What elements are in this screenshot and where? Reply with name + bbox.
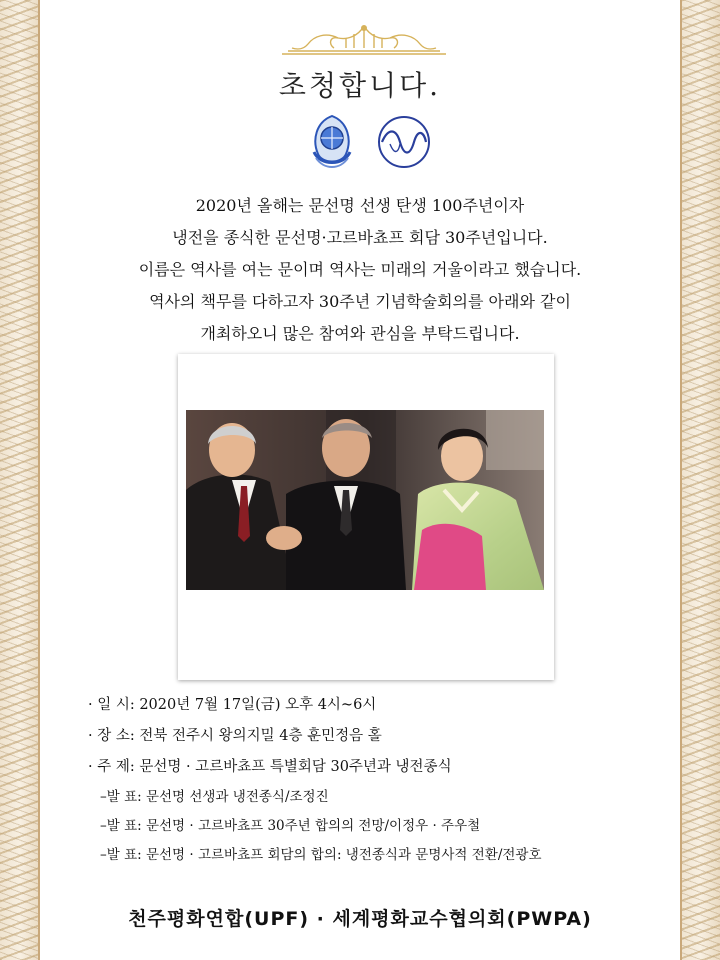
intro-line: 냉전을 종식한 문선명·고르바쵸프 회담 30주년입니다.	[172, 228, 548, 247]
presentation-item: –발 표: 문선명 · 고르바쵸프 회담의 합의: 냉전종식과 문명사적 전환/전광호	[100, 847, 542, 863]
organizers-footer: 천주평화연합(UPF) · 세계평화교수협의회(PWPA)	[128, 908, 592, 930]
gold-crown-ornament	[278, 22, 450, 58]
page-title: 초청합니다.	[278, 69, 442, 102]
upf-emblem-icon	[302, 112, 362, 172]
event-place: · 장 소: 전북 전주시 왕의지밀 4층 훈민정음 홀	[88, 728, 382, 744]
presentation-item: –발 표: 문선명 선생과 냉전종식/조정진	[100, 789, 329, 805]
invitation-intro	[60, 190, 660, 350]
decorative-border-left	[0, 0, 40, 960]
pwpa-emblem-icon	[376, 114, 432, 170]
intro-line: 역사의 책무를 다하고자 30주년 기념학술회의를 아래와 같이	[149, 292, 571, 311]
historic-meeting-photo	[186, 410, 544, 590]
event-theme: · 주 제: 문선명 · 고르바쵸프 특별회담 30주년과 냉전종식	[88, 759, 452, 775]
event-date: · 일 시: 2020년 7월 17일(금) 오후 4시~6시	[88, 697, 377, 713]
presentation-item: –발 표: 문선명 · 고르바쵸프 30주년 합의의 전망/이정우 · 주우철	[100, 818, 481, 834]
decorative-border-right	[680, 0, 720, 960]
event-details	[88, 690, 668, 870]
intro-line: 2020년 올해는 문선명 선생 탄생 100주년이자	[195, 196, 525, 215]
intro-line: 개최하오니 많은 참여와 관심을 부탁드립니다.	[200, 324, 520, 343]
intro-line: 이름은 역사를 여는 문이며 역사는 미래의 거울이라고 했습니다.	[138, 260, 582, 279]
